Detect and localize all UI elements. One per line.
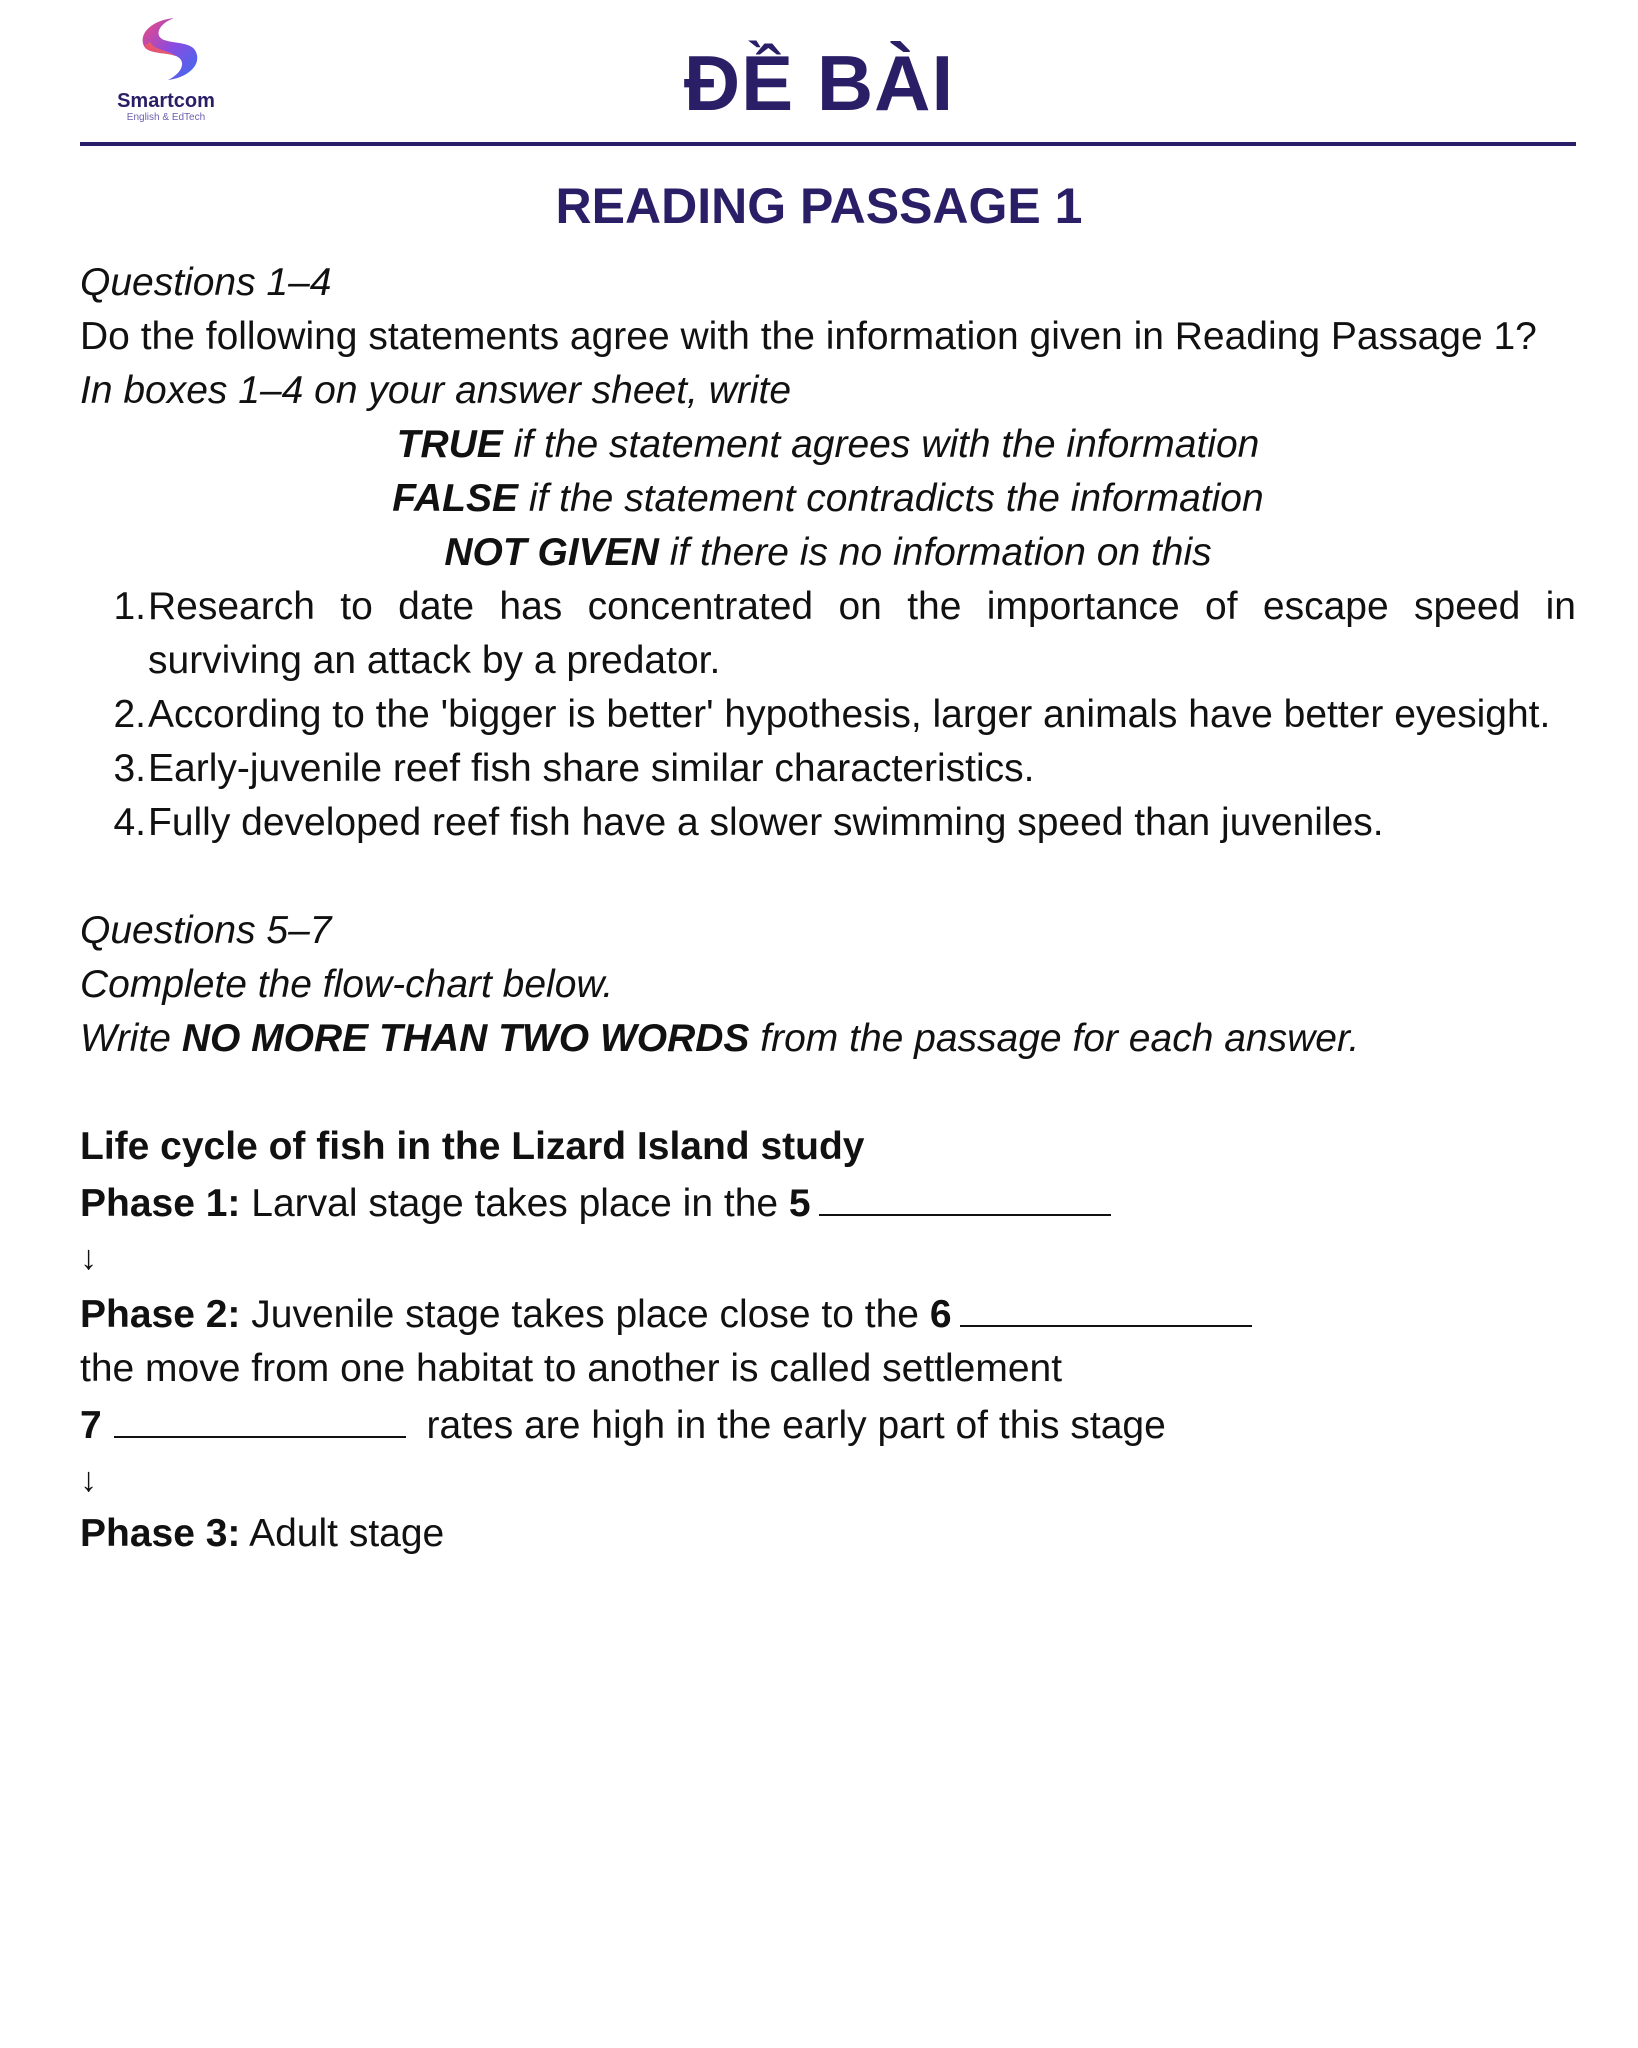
down-arrow-icon: ↓ (80, 1239, 97, 1277)
statement-number: 2. (113, 693, 146, 736)
spacer (80, 850, 1576, 904)
phase1-line (80, 1174, 1576, 1231)
statement-text: Fully developed reef fish have a slower swimming speed than juveniles. (148, 801, 1384, 844)
section2-instruction: Complete the flow-chart below. (80, 963, 614, 1006)
flowchart-title: Life cycle of fish in the Lizard Island study (80, 1125, 865, 1168)
statement-list (80, 580, 1576, 850)
limit-bold: NO MORE THAN TWO WORDS (181, 1017, 750, 1060)
option-not-given (80, 526, 1576, 580)
section1-heading: Questions 1–4 (80, 261, 332, 304)
answer-blank-5[interactable] (819, 1174, 1111, 1216)
limit-suffix: from the passage for each answer. (749, 1017, 1360, 1060)
section1-instruction: Do the following statements agree with the information given in Reading Passage 1? (80, 315, 1537, 358)
limit-prefix: Write (80, 1017, 182, 1060)
phase-text: Adult stage (240, 1512, 445, 1555)
statement-number: 1. (113, 585, 146, 628)
spacer (80, 1066, 1576, 1120)
question-number: 5 (788, 1182, 811, 1225)
answer-blank-7[interactable] (114, 1396, 406, 1438)
passage-title: READING PASSAGE 1 (555, 178, 1083, 234)
phase-label: Phase 3: (80, 1512, 241, 1555)
option-true (80, 418, 1576, 472)
logo-name: Smartcom (117, 90, 215, 112)
list-item (80, 580, 1576, 688)
option-text: if the statement agrees with the information (502, 423, 1260, 466)
header-divider (80, 142, 1576, 146)
logo-tagline: English & EdTech (126, 112, 206, 123)
list-item (80, 742, 1576, 796)
question-number: 6 (929, 1293, 952, 1336)
option-key: FALSE (392, 477, 518, 520)
word-limit-instruction (80, 1012, 1576, 1066)
option-false (80, 472, 1576, 526)
answer-instruction: In boxes 1–4 on your answer sheet, write (80, 369, 792, 412)
statement-text: According to the 'bigger is better' hypothesis, larger animals have better eyesight. (148, 693, 1551, 736)
phase-text: Larval stage takes place in the (240, 1182, 789, 1225)
phase-label: Phase 1: (80, 1182, 241, 1225)
document-body (80, 256, 1576, 1561)
q7-line (80, 1396, 1576, 1453)
option-key: TRUE (396, 423, 503, 466)
down-arrow-icon: ↓ (80, 1461, 97, 1499)
option-text: if there is no information on this (658, 531, 1212, 574)
statement-number: 3. (113, 747, 146, 790)
option-text: if the statement contradicts the information (517, 477, 1264, 520)
statement-text: Research to date has concentrated on the importance of escape speed in surviving an attack by a predator. (148, 585, 1576, 682)
phase-text: Juvenile stage takes place close to the (240, 1293, 930, 1336)
answer-blank-6[interactable] (960, 1285, 1252, 1327)
statement-number: 4. (113, 801, 146, 844)
q7-text: rates are high in the early part of this stage (415, 1404, 1166, 1447)
phase3-line (80, 1507, 1576, 1561)
option-key: NOT GIVEN (444, 531, 659, 574)
phase2-line (80, 1285, 1576, 1342)
list-item (80, 688, 1576, 742)
section2-heading: Questions 5–7 (80, 909, 332, 952)
statement-text: Early-juvenile reef fish share similar characteristics. (148, 747, 1035, 790)
question-number: 7 (80, 1404, 102, 1447)
page-title: ĐỀ BÀI (683, 39, 955, 127)
phase-label: Phase 2: (80, 1293, 241, 1336)
settlement-text: the move from one habitat to another is called settlement (80, 1347, 1063, 1390)
list-item (80, 796, 1576, 850)
